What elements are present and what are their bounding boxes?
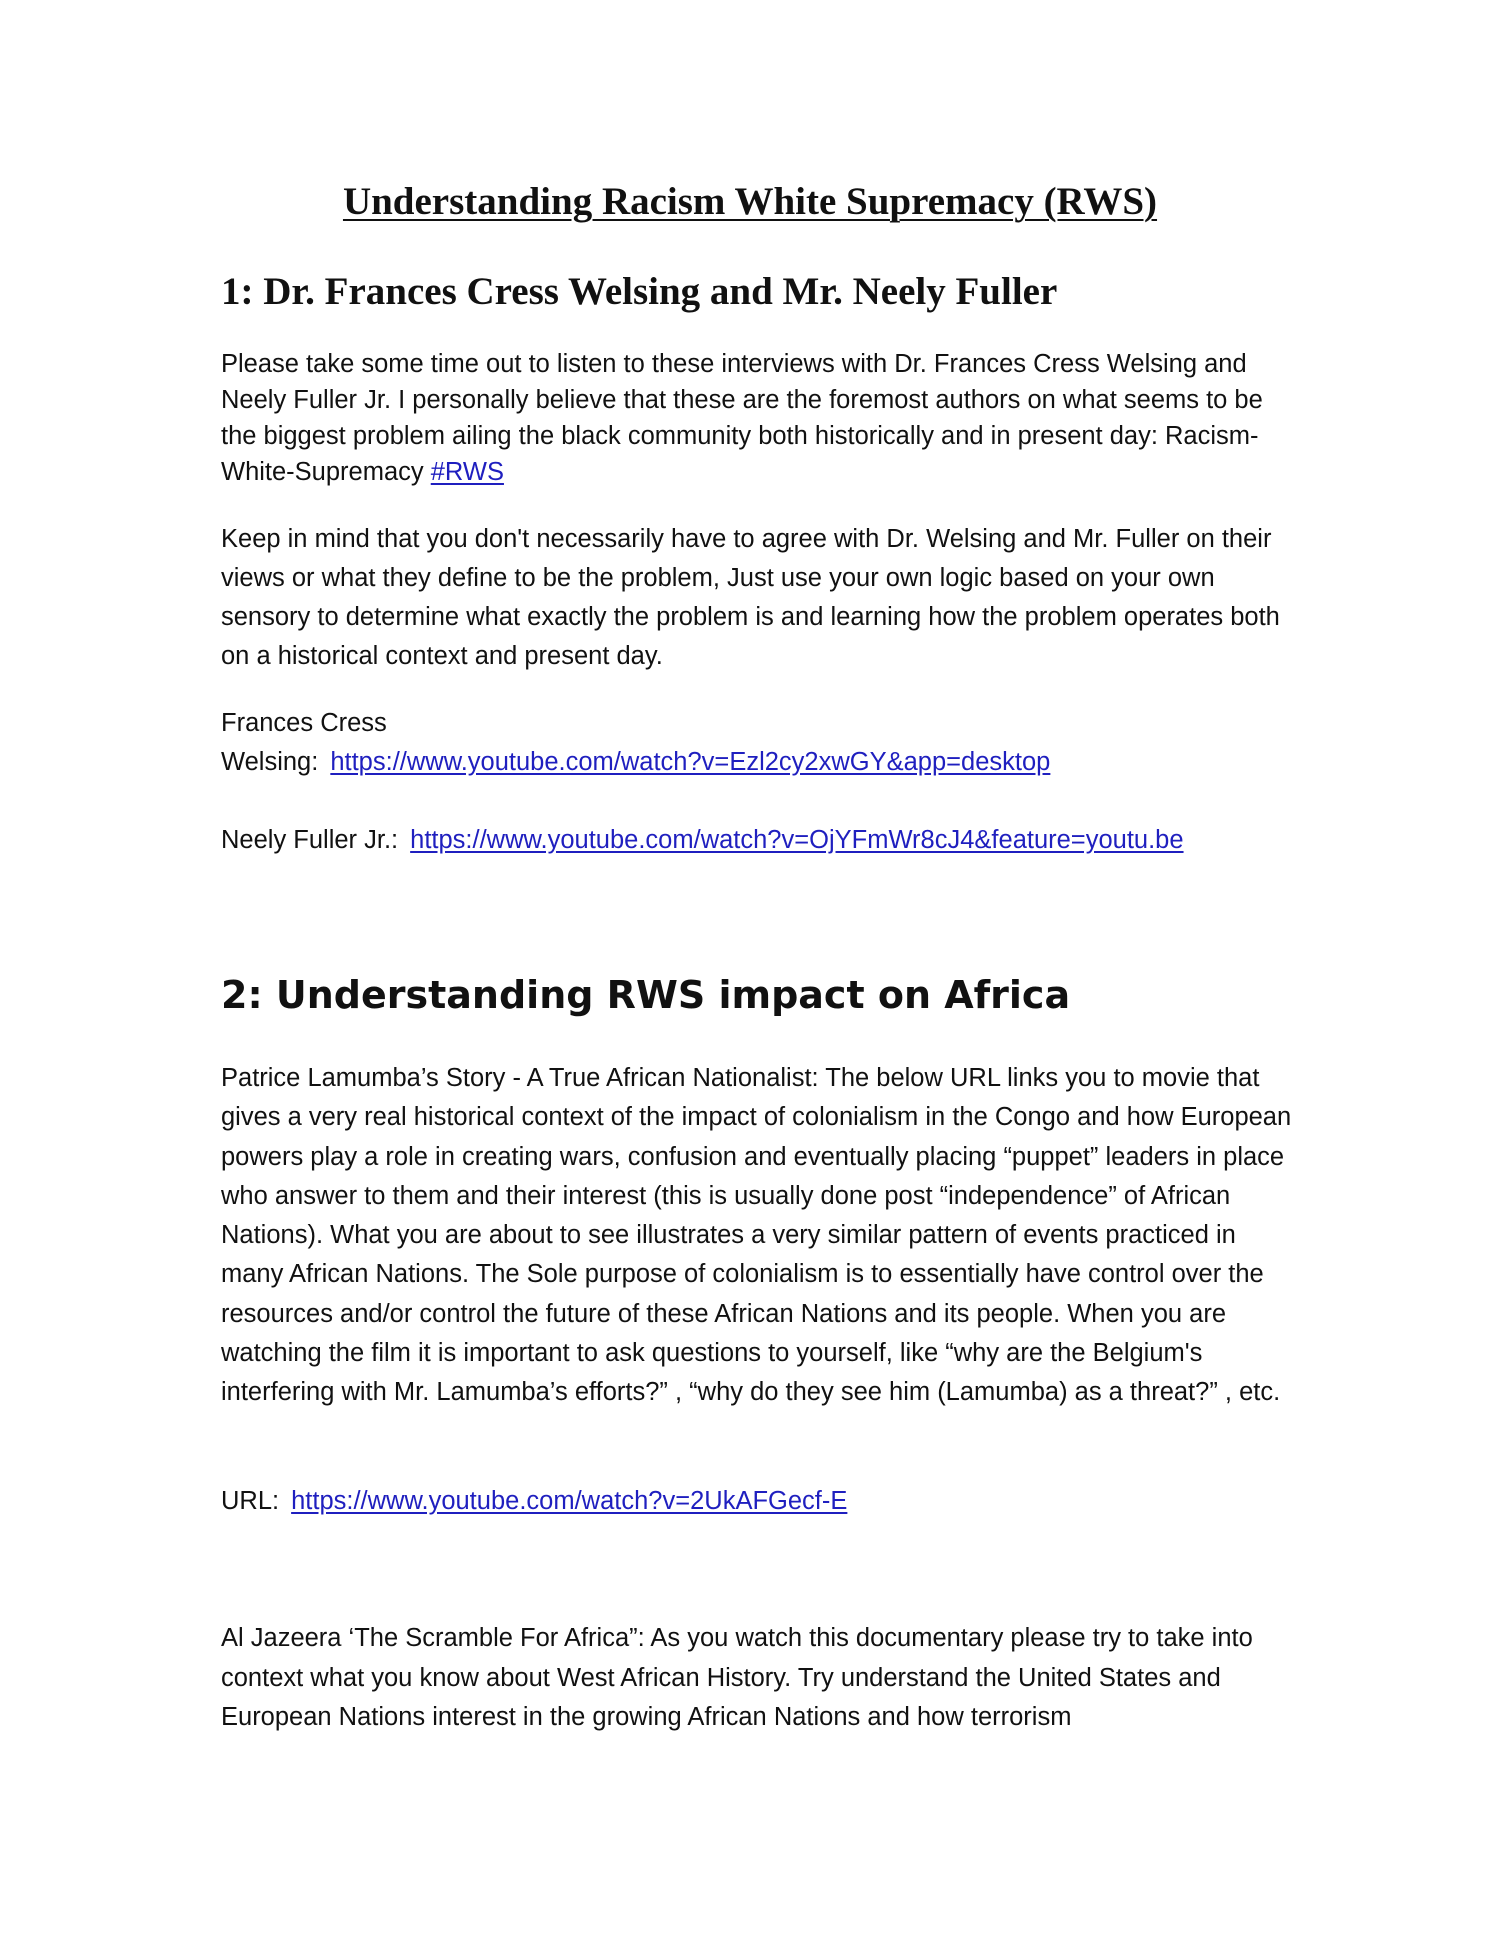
welsing-link-paragraph (221, 704, 1301, 782)
section2-heading: 2: Understanding RWS impact on Africa (221, 973, 1071, 1017)
fuller-link-paragraph (221, 821, 1301, 860)
welsing-label-line2: Welsing: (221, 748, 319, 776)
section1-intro-text: Please take some time out to listen to these interviews with Dr. Frances Cress Welsing and Neely Fuller Jr. I personally believe that these are the foremost authors on what seems to be the biggest problem ailing the black community both historically and in present day: Racism-White-Supremacy (221, 350, 1263, 486)
lamumba-paragraph: Patrice Lamumba’s Story - A True African Nationalist: The below URL links you to movie that gives a very real historical context of the impact of colonialism in the Congo and how European powers play a role in creating wars, confusion and eventually placing “puppet” leaders in place who answer to them and their interest (this is usually done post “independence” of African Nations). What you are about to see illustrates a very similar pattern of events practiced in many African Nations. The Sole purpose of colonialism is to essentially have control over the resources and/or control the future of these African Nations and its people. When you are watching the film it is important to ask questions to yourself, like “why are the Belgium's interfering with Mr. Lamumba’s efforts?” , “why do they see him (Lamumba) as a threat?” , etc. (221, 1064, 1292, 1407)
section1-intro-paragraph (221, 346, 1301, 490)
section1-note-paragraph: Keep in mind that you don't necessarily have to agree with Dr. Welsing and Mr. Fuller on their views or what they define to be the problem, Just use your own logic based on your own sensory to determine what exactly the problem is and learning how the problem operates both on a historical context and present day. (221, 525, 1280, 670)
document-title-text: Understanding Racism White Supremacy (RWS) (342, 180, 1158, 223)
welsing-label-line1: Frances Cress (221, 709, 387, 737)
welsing-video-link[interactable]: https://www.youtube.com/watch?v=Ezl2cy2xwGY&app=desktop (330, 748, 1051, 776)
rws-hashtag-link[interactable]: #RWS (430, 458, 504, 486)
fuller-video-link[interactable]: https://www.youtube.com/watch?v=OjYFmWr8cJ4&feature=youtu.be (410, 826, 1184, 854)
fuller-label: Neely Fuller Jr.: (221, 826, 399, 854)
url-label: URL: (221, 1487, 280, 1515)
document-title (0, 178, 1500, 226)
lamumba-url-paragraph (221, 1482, 1301, 1521)
section1-heading: 1: Dr. Frances Cress Welsing and Mr. Neely Fuller (221, 270, 1058, 313)
scramble-for-africa-paragraph: Al Jazeera ‘The Scramble For Africa”: As you watch this documentary please try to take into context what you know about West African History. Try understand the United States and European Nations interest in the growing African Nations and how terrorism (221, 1624, 1253, 1731)
lamumba-video-link[interactable]: https://www.youtube.com/watch?v=2UkAFGecf-E (291, 1487, 848, 1515)
